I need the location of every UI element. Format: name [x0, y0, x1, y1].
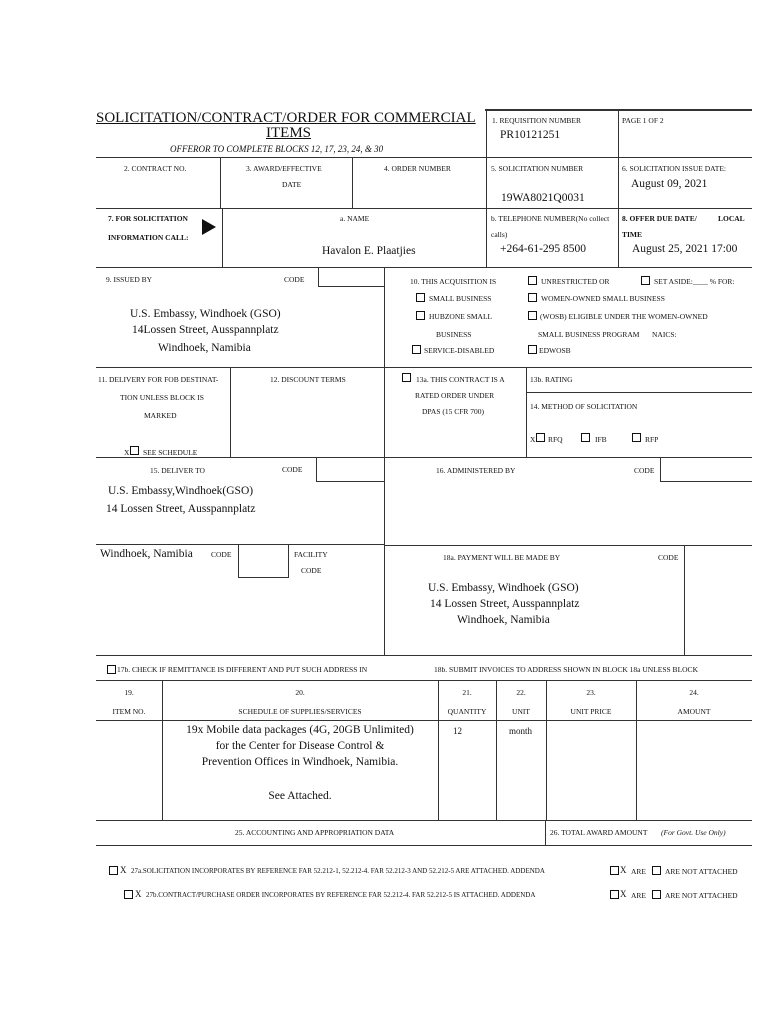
b18a-label: 18a. PAYMENT WILL BE MADE BY: [443, 553, 561, 562]
b14-label: 14. METHOD OF SOLICITATION: [530, 402, 638, 411]
wosb-eligible-checkbox[interactable]: [528, 311, 537, 320]
b27b-text: 27b.CONTRACT/PURCHASE ORDER INCORPORATES BY REFERENCE FAR 52.212-4. FAR 52.212-5 IS ATTACHED. ADDENDA: [146, 891, 536, 899]
facility-label2: CODE: [301, 566, 322, 575]
b6-label: 6. SOLICITATION ISSUE DATE:: [622, 164, 726, 173]
b13a-label2: RATED ORDER UNDER: [415, 391, 495, 400]
col-num-schedule: 20.: [295, 688, 305, 697]
business-label: BUSINESS: [436, 330, 472, 339]
b10-label: 10. THIS ACQUISITION IS: [410, 277, 497, 286]
payment-line3: Windhoek, Namibia: [457, 614, 550, 626]
unrestricted-checkbox[interactable]: [528, 276, 537, 285]
b15-code: CODE: [282, 465, 303, 474]
b27a-mark: X: [120, 865, 127, 875]
form-subtitle: OFFEROR TO COMPLETE BLOCKS 12, 17, 23, 24, & 30: [170, 144, 384, 154]
col-header-amount: AMOUNT: [677, 707, 711, 716]
col-header-quantity: QUANTITY: [447, 707, 487, 716]
rfp-label: RFP: [645, 435, 659, 444]
b25-label: 25. ACCOUNTING AND APPROPRIATION DATA: [235, 828, 395, 837]
set-aside-label: SET ASIDE:____ % FOR:: [654, 277, 735, 286]
b27b-are-label: ARE: [631, 891, 646, 900]
solicitation-number: 19WA8021Q0031: [501, 192, 585, 204]
wosb-label: WOMEN-OWNED SMALL BUSINESS: [541, 294, 665, 303]
set-aside-checkbox[interactable]: [641, 276, 650, 285]
b13a-label1: 13a. THIS CONTRACT IS A: [416, 375, 505, 384]
b27a-checkbox[interactable]: [109, 866, 118, 875]
item-description-line3: Prevention Offices in Windhoek, Namibia.: [201, 756, 399, 768]
b27b-are-not-checkbox[interactable]: [652, 890, 661, 899]
sb-program-label: SMALL BUSINESS PROGRAM: [538, 330, 640, 339]
item-description-line2: for the Center for Disease Control &: [215, 740, 385, 752]
item-description-line1: 19x Mobile data packages (4G, 20GB Unlimited): [186, 724, 414, 736]
rfq-mark: X: [530, 435, 536, 444]
rfq-label: RFQ: [548, 435, 563, 444]
b26-note: (For Govt. Use Only): [661, 828, 726, 837]
item-quantity: 12: [453, 726, 462, 736]
hubzone-label: HUBZONE SMALL: [429, 312, 493, 321]
issued-by-line2: 14Lossen Street, Ausspannplatz: [132, 324, 279, 336]
b7-tel-label2: calls): [491, 230, 508, 239]
b3-label2: DATE: [282, 180, 302, 189]
edwosb-label: EDWOSB: [539, 346, 571, 355]
naics-label: NAICS:: [652, 330, 677, 339]
form-title-line1: SOLICITATION/CONTRACT/ORDER FOR COMMERCIAL: [96, 110, 476, 126]
b18b-label: 18b. SUBMIT INVOICES TO ADDRESS SHOWN IN BLOCK 18a UNLESS BLOCK: [434, 665, 698, 674]
ifb-label: IFB: [595, 435, 607, 444]
b17b-label: 17b. CHECK IF REMITTANCE IS DIFFERENT AND PUT SUCH ADDRESS IN: [117, 665, 368, 674]
edwosb-checkbox[interactable]: [528, 345, 537, 354]
b15-code2: CODE: [211, 550, 232, 559]
service-disabled-label: SERVICE-DISABLED: [424, 346, 495, 355]
b11-label1: 11. DELIVERY FOR FOB DESTINAT-: [98, 375, 219, 384]
deliver-to-line2: 14 Lossen Street, Ausspannplatz: [106, 503, 256, 515]
payment-line2: 14 Lossen Street, Ausspannplatz: [430, 598, 580, 610]
b9-code: CODE: [284, 275, 305, 284]
col-header-unit-price: UNIT PRICE: [570, 707, 612, 716]
b16-label: 16. ADMINISTERED BY: [436, 466, 516, 475]
b27a-are-label: ARE: [631, 867, 646, 876]
b27a-are-mark: X: [620, 865, 627, 875]
solicitation-issue-date: August 09, 2021: [631, 178, 708, 190]
b8-label1: 8. OFFER DUE DATE/: [622, 214, 697, 223]
b27b-are-not-label: ARE NOT ATTACHED: [665, 891, 738, 900]
b13a-label3: DPAS (15 CFR 700): [422, 407, 485, 416]
see-attached: See Attached.: [268, 790, 332, 802]
ifb-checkbox[interactable]: [581, 433, 590, 442]
form-title-line2: ITEMS: [266, 125, 311, 141]
see-schedule-label: SEE SCHEDULE: [143, 448, 198, 457]
b8-label3: TIME: [622, 230, 643, 239]
arrow-icon: [202, 219, 216, 235]
issued-by-line3: Windhoek, Namibia: [158, 342, 251, 354]
b27b-checkbox[interactable]: [124, 890, 133, 899]
b18a-code: CODE: [658, 553, 679, 562]
col-num-item: 19.: [124, 688, 134, 697]
small-business-checkbox[interactable]: [416, 293, 425, 302]
b27a-are-checkbox[interactable]: [610, 866, 619, 875]
unrestricted-label: UNRESTRICTED OR: [541, 277, 610, 286]
facility-label1: FACILITY: [294, 550, 328, 559]
rfp-checkbox[interactable]: [632, 433, 641, 442]
b8-label2: LOCAL: [718, 214, 745, 223]
contact-name: Havalon E. Plaatjies: [322, 245, 416, 257]
remittance-checkbox[interactable]: [107, 665, 116, 674]
b27b-mark: X: [135, 889, 142, 899]
b7-label1: 7. FOR SOLICITATION: [108, 214, 188, 223]
b7-tel-label1: b. TELEPHONE NUMBER(No collect: [491, 214, 610, 223]
small-business-label: SMALL BUSINESS: [429, 294, 492, 303]
col-num-amount: 24.: [689, 688, 699, 697]
hubzone-checkbox[interactable]: [416, 311, 425, 320]
b11-label3: MARKED: [144, 411, 177, 420]
b5-label: 5. SOLICITATION NUMBER: [491, 164, 584, 173]
col-header-item: ITEM NO.: [112, 707, 146, 716]
b4-label: 4. ORDER NUMBER: [384, 164, 451, 173]
b27b-are-mark: X: [620, 889, 627, 899]
b7-label2: INFORMATION CALL:: [108, 233, 189, 242]
wosb-eligible-label: (WOSB) ELIGIBLE UNDER THE WOMEN-OWNED: [540, 312, 708, 321]
b11-label2: TION UNLESS BLOCK IS: [120, 393, 204, 402]
deliver-to-line1: U.S. Embassy,Windhoek(GSO): [108, 485, 254, 497]
col-num-unit-price: 23.: [586, 688, 596, 697]
payment-line1: U.S. Embassy, Windhoek (GSO): [428, 582, 579, 594]
col-num-quantity: 21.: [462, 688, 472, 697]
b27a-text: 27a.SOLICITATION INCORPORATES BY REFERENCE FAR 52.212-1, 52.212-4. FAR 52.212-3 AND 52.212-5 ARE ATTACHED. ADDENDA: [131, 867, 545, 875]
b27a-are-not-checkbox[interactable]: [652, 866, 661, 875]
b27a-are-not-label: ARE NOT ATTACHED: [665, 867, 738, 876]
col-num-unit: 22.: [516, 688, 526, 697]
b7-name-label: a. NAME: [340, 214, 370, 223]
col-header-schedule: SCHEDULE OF SUPPLIES/SERVICES: [238, 707, 362, 716]
b12-label: 12. DISCOUNT TERMS: [270, 375, 346, 384]
b16-code: CODE: [634, 466, 655, 475]
b13b-label: 13b. RATING: [530, 375, 573, 384]
b3-label1: 3. AWARD/EFFECTIVE: [246, 164, 322, 173]
page-number: PAGE 1 OF 2: [622, 116, 664, 125]
issued-by-line1: U.S. Embassy, Windhoek (GSO): [130, 308, 281, 320]
rated-order-checkbox[interactable]: [402, 373, 411, 382]
b15-label: 15. DELIVER TO: [150, 466, 205, 475]
b9-label: 9. ISSUED BY: [106, 275, 153, 284]
item-unit: month: [509, 726, 533, 736]
see-schedule-mark: X: [124, 448, 130, 457]
wosb-checkbox[interactable]: [528, 293, 537, 302]
deliver-to-line3: Windhoek, Namibia: [100, 548, 193, 560]
contact-telephone: +264-61-295 8500: [500, 243, 587, 255]
b26-label: 26. TOTAL AWARD AMOUNT: [550, 828, 648, 837]
see-schedule-checkbox[interactable]: [130, 446, 139, 455]
offer-due-date: August 25, 2021 17:00: [632, 243, 738, 255]
service-disabled-checkbox[interactable]: [412, 345, 421, 354]
rfq-checkbox[interactable]: [536, 433, 545, 442]
col-header-unit: UNIT: [512, 707, 530, 716]
requisition-number: PR10121251: [500, 129, 561, 141]
b27b-are-checkbox[interactable]: [610, 890, 619, 899]
b1-label: 1. REQUISITION NUMBER: [492, 116, 581, 125]
b2-label: 2. CONTRACT NO.: [124, 164, 187, 173]
